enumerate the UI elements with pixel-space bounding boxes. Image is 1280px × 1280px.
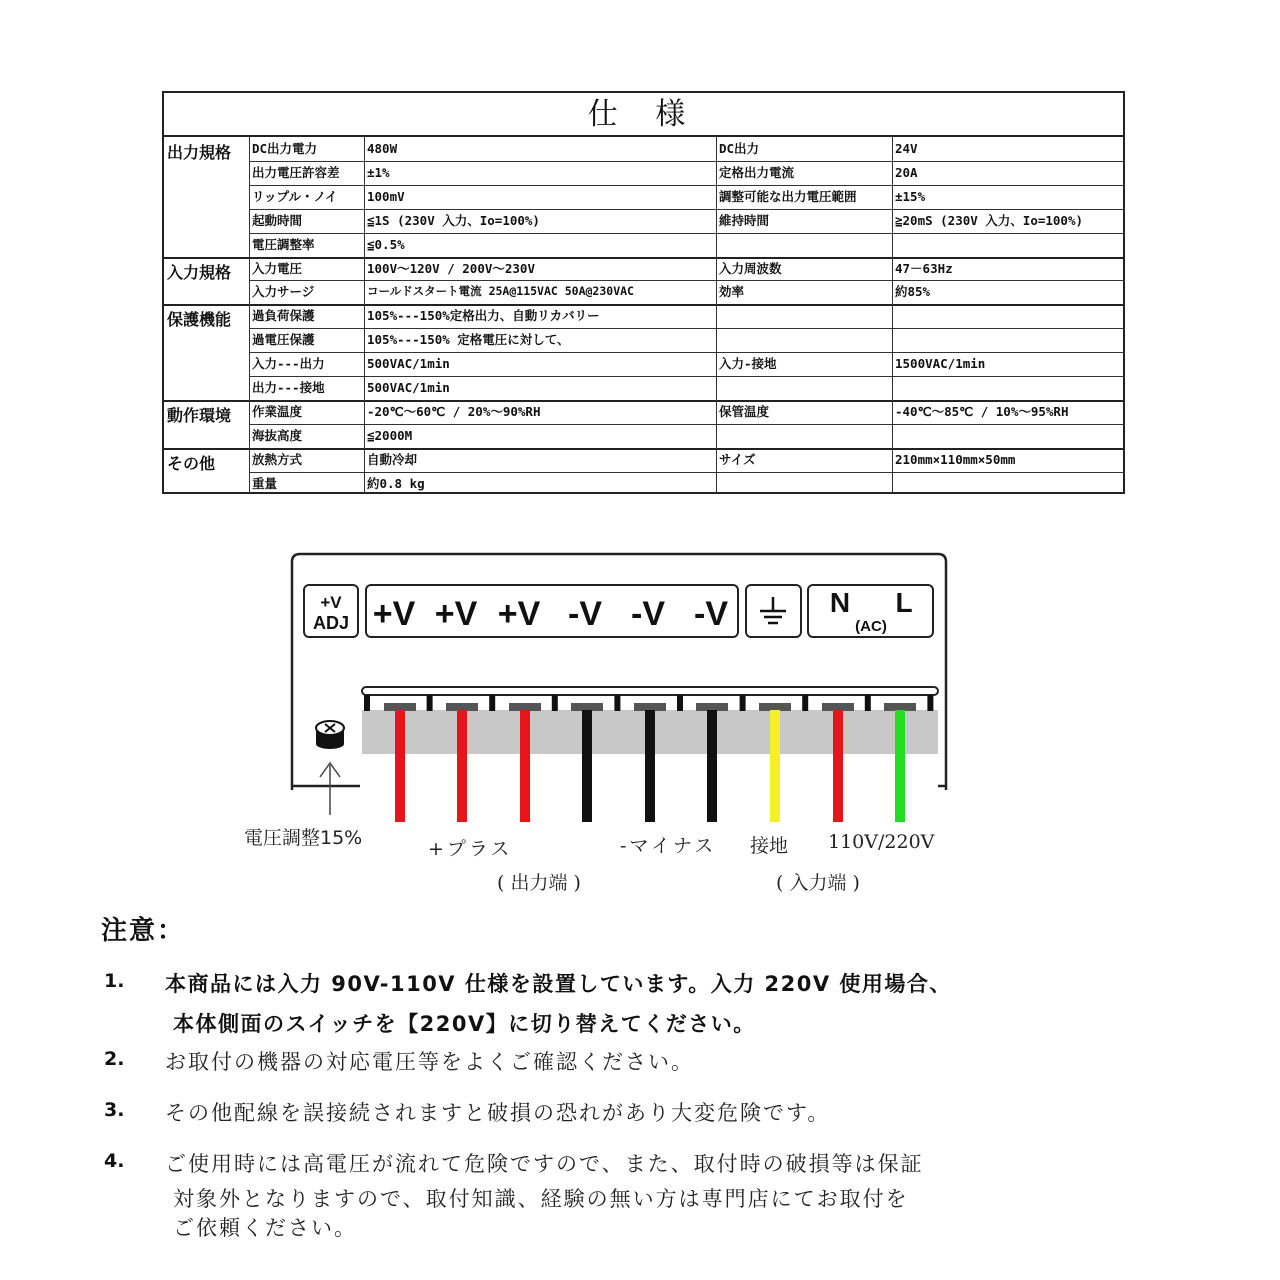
spec-cell-label1: 作業温度 [252,403,303,419]
spec-cell-label2: サイズ [719,451,756,467]
terminal-screw [884,703,916,711]
terminal-divider [865,695,871,711]
spec-group-protection: 保護機能 [167,310,232,330]
spec-cell-label1: 重量 [252,475,278,491]
ground-label: 接地 [750,835,789,857]
note-text: 本体側面のスイッチを【220V】に切り替えてください。 [173,1012,756,1036]
note-text: お取付の機器の対応電圧等をよくご確認ください。 [165,1050,694,1074]
spec-cell-value1: 105%---150% 定格電圧に対して、 [367,332,570,348]
spec-cell-value2: -40℃～85℃ / 10%～95%RH [895,403,1069,419]
ground-symbol-icon [760,597,786,623]
note-text: 本商品には入力 90V-110V 仕様を設置しています。入力 220V 使用場合、 [165,972,952,996]
note-number: 3. [104,1099,125,1121]
spec-cell-label2: 調整可能な出力電圧範囲 [719,188,857,204]
spec-cell-label1: 入力サージ [252,284,315,300]
spec-cell-label1: 過負荷保護 [252,308,315,324]
terminal-label: -V [631,595,665,633]
terminal-screw [571,703,603,711]
spec-cell-label2: 効率 [719,284,745,300]
spec-cell-value1: 480W [367,141,398,156]
spec-cell-value1: -20℃～60℃ / 20%～90%RH [367,403,541,419]
spec-cell-label1: 海抜高度 [252,427,303,443]
wire [833,710,843,822]
note-number: 4. [104,1150,125,1172]
terminal-screw [634,703,666,711]
wire [395,710,405,822]
spec-group-output: 出力規格 [167,143,232,162]
spec-cell-value1: 500VAC/1min [367,356,450,372]
terminal-screw [509,703,541,711]
terminal-divider [427,695,433,711]
spec-cell-value1: 500VAC/1min [367,380,450,395]
spec-group-other: その他 [167,453,216,473]
spec-cell-label1: 過電圧保護 [252,332,315,348]
spec-cell-value1: ≦2000M [367,427,413,443]
adj-label-bottom: ADJ [312,613,350,633]
wire [895,710,905,822]
terminal-screw [696,703,728,711]
note-text: その他配線を誤接続されますと破損の恐れがあり大変危険です。 [165,1101,831,1125]
wire [645,710,655,822]
wire [457,710,467,822]
terminal-screw [759,703,791,711]
spec-group-input: 入力規格 [167,262,232,282]
terminal-label: +V [372,595,416,633]
terminal-screw [822,703,854,711]
minus-label: -マイナス [620,835,717,857]
terminal-label: +V [434,595,478,633]
terminal-divider [552,695,558,711]
spec-cell-label1: 放熱方式 [252,451,303,467]
ac-voltage-label: 110V/220V [828,831,935,853]
spec-cell-label1: 出力電圧許容差 [252,164,340,180]
spec-cell-value2: 24V [895,141,918,156]
terminal-divider [740,695,746,711]
terminal-label: -V [568,595,602,633]
spec-cell-label2: 定格出力電流 [719,164,795,180]
spec-cell-value2: 20A [895,164,918,180]
spec-cell-label2: DC出力 [719,141,760,156]
terminal-label: -V [694,595,728,633]
note-text: ご依頼ください。 [173,1216,357,1240]
terminal-divider [614,695,620,711]
note-number: 2. [104,1048,125,1070]
terminal-divider [489,695,495,711]
spec-cell-value2: ±15% [895,188,926,204]
adjust-screw-icon[interactable] [316,721,344,749]
terminal-divider [927,695,933,711]
spec-cell-value2: 210mm×110mm×50mm [895,451,1016,467]
spec-cell-label2: 入力-接地 [719,356,777,372]
wire [707,710,717,822]
terminal-screw [384,703,416,711]
spec-cell-label1: 入力---出力 [252,356,325,372]
spec-cell-value1: ≦1S (230V 入力、Io=100%) [367,212,540,228]
spec-title: 仕 様 [164,93,1123,137]
plus-label: +プラス [428,838,513,860]
adj-label-top: +V [320,593,342,612]
note-text: ご使用時には高電圧が流れて危険ですので、また、取付時の破損等は保証 [165,1152,924,1176]
dc-terminal-label-box [366,585,738,637]
spec-cell-value1: コールドスタート電流 25A@115VAC 50A@230VAC [367,284,634,299]
spec-cell-value1: 100mV [367,188,405,204]
spec-cell-value1: 100V～120V / 200V～230V [367,260,535,276]
spec-cell-label1: リップル・ノイ [252,188,338,204]
note-number: 1. [104,970,125,992]
input-end-label: ( 入力端 ) [776,872,860,894]
spec-cell-value1: 自動冷却 [367,451,418,467]
spec-cell-label2: 入力周波数 [719,260,782,276]
wire [770,710,780,822]
spec-cell-value1: ±1% [367,164,390,180]
spec-cell-value2: 1500VAC/1min [895,356,986,372]
terminal-divider [802,695,808,711]
spec-cell-label2: 保管温度 [719,403,770,419]
output-end-label: ( 出力端 ) [497,872,581,894]
ac-tag-label: (AC) [855,618,887,635]
wire [520,710,530,822]
spec-cell-label1: 出力---接地 [252,380,325,395]
terminal-divider [677,695,683,711]
spec-cell-label1: DC出力電力 [252,141,318,156]
spec-cell-value1: ≦0.5% [367,236,405,252]
spec-cell-label1: 電圧調整率 [252,236,315,252]
wire [582,710,592,822]
terminal-divider [364,695,370,711]
terminal-screw [446,703,478,711]
spec-cell-value1: 105%---150%定格出力、自動リカバリー [367,308,600,324]
terminal-strip-top [362,687,938,695]
spec-cell-value2: 47－63Hz [895,260,953,276]
spec-cell-value2: 約85% [895,284,931,300]
spec-cell-value2: ≧20mS (230V 入力、Io=100%) [895,212,1084,228]
arrow-up-icon [320,763,340,815]
spec-group-environment: 動作環境 [167,405,232,425]
note-text: 対象外となりますので、取付知識、経験の無い方は専門店にてお取付を [173,1187,909,1211]
terminal-label: +V [497,595,541,633]
notes-heading: 注意： [101,916,186,946]
ac-l-label: L [895,587,913,618]
spec-cell-label1: 起動時間 [252,212,303,228]
voltage-adjust-label: 電圧調整15% [244,827,363,849]
ac-n-label: N [829,587,851,618]
spec-cell-label1: 入力電圧 [252,260,303,276]
spec-cell-value1: 約0.8 kg [367,475,425,491]
spec-cell-label2: 維持時間 [719,212,770,228]
